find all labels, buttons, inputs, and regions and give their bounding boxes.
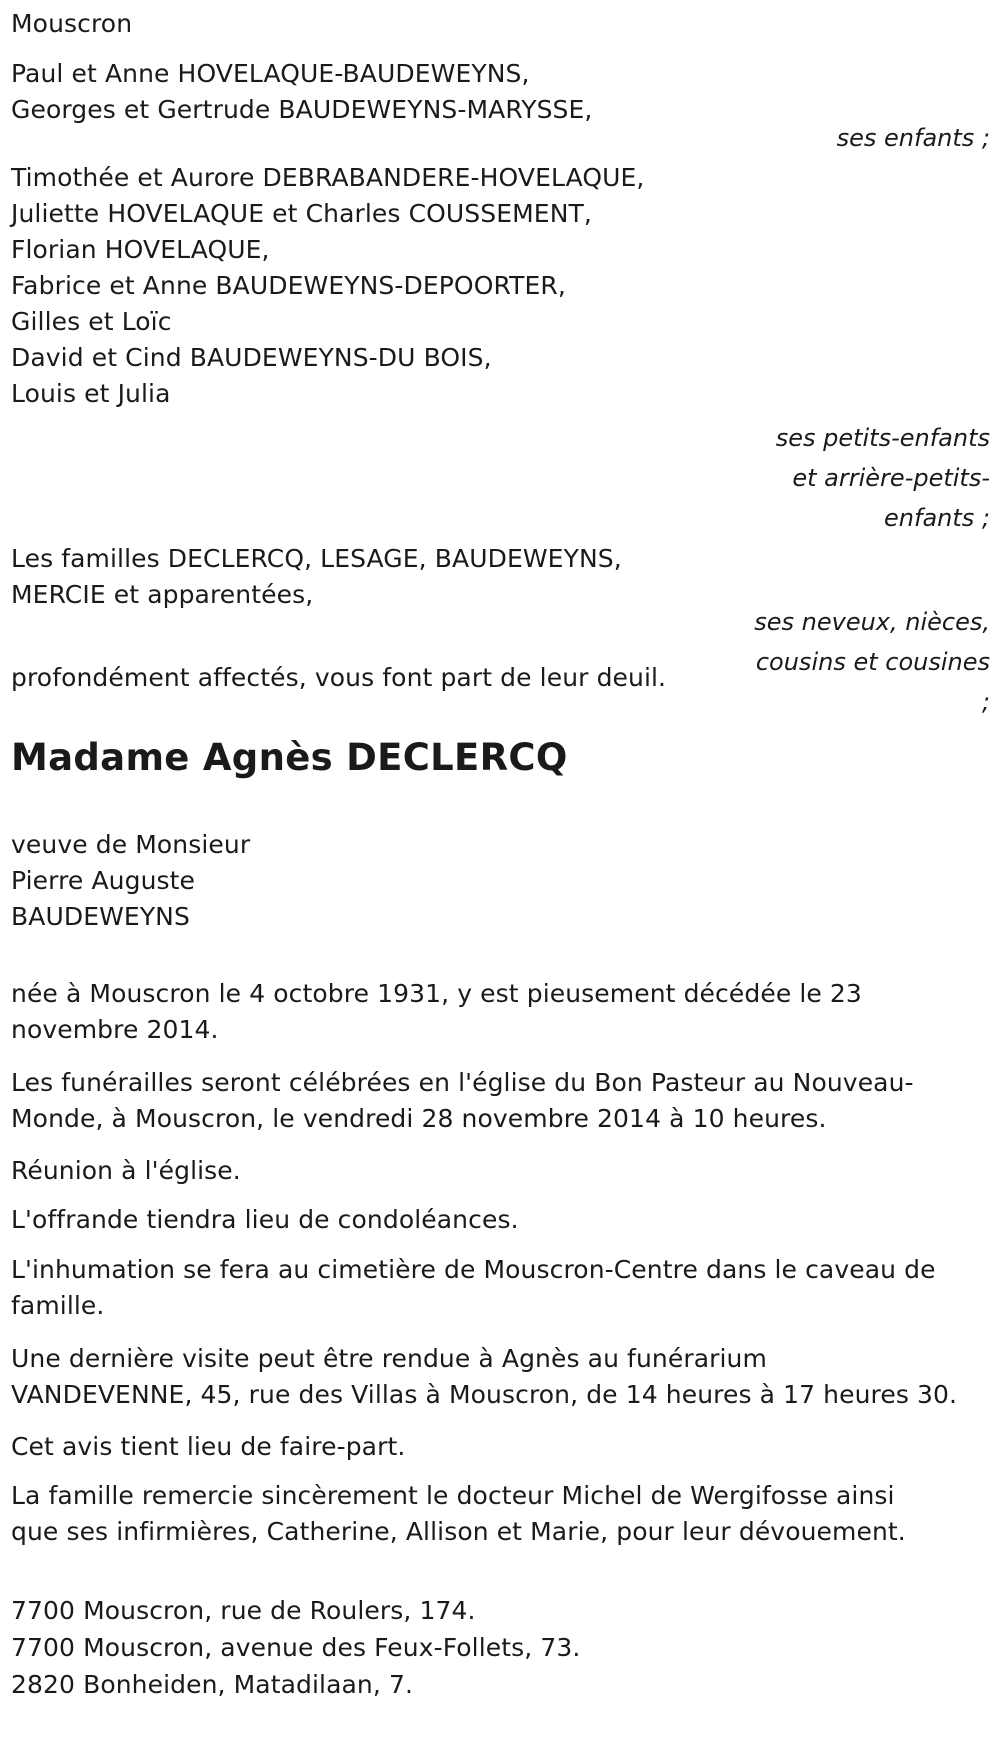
address-line: 2820 Bonheiden, Matadilaan, 7. (11, 1670, 414, 1699)
grandchildren-role: ses petits-enfants (775, 424, 990, 452)
grandchildren-line: Florian HOVELAQUE, (11, 235, 270, 264)
grandchildren-role: et arrière-petits- (792, 464, 990, 492)
body-line: La famille remercie sincèrement le docteur Michel de Wergifosse ainsi (11, 1481, 895, 1510)
deceased-name: Madame Agnès DECLERCQ (11, 736, 568, 779)
body-line: née à Mouscron le 4 octobre 1931, y est pieusement décédée le 23 (11, 979, 862, 1008)
families-line: MERCIE et apparentées, (11, 580, 314, 609)
location: Mouscron (11, 9, 133, 38)
body-line: famille. (11, 1291, 105, 1320)
grandchildren-line: Timothée et Aurore DEBRABANDERE-HOVELAQUE, (11, 163, 645, 192)
grandchildren-line: Juliette HOVELAQUE et Charles COUSSEMENT, (11, 199, 592, 228)
body-line: Réunion à l'église. (11, 1156, 241, 1185)
body-line: que ses infirmières, Catherine, Allison et Marie, pour leur dévouement. (11, 1517, 906, 1546)
body-line: VANDEVENNE, 45, rue des Villas à Mouscron, de 14 heures à 17 heures 30. (11, 1380, 958, 1409)
grandchildren-role: enfants ; (884, 504, 990, 532)
families-line: Les familles DECLERCQ, LESAGE, BAUDEWEYNS, (11, 544, 622, 573)
address-line: 7700 Mouscron, rue de Roulers, 174. (11, 1596, 476, 1625)
announcement: profondément affectés, vous font part de leur deuil. (11, 663, 667, 692)
children-line: Georges et Gertrude BAUDEWEYNS-MARYSSE, (11, 95, 593, 124)
grandchildren-line: Gilles et Loïc (11, 307, 172, 336)
body-line: Les funérailles seront célébrées en l'église du Bon Pasteur au Nouveau- (11, 1068, 914, 1097)
widow-line: BAUDEWEYNS (11, 902, 190, 931)
body-line: L'inhumation se fera au cimetière de Mouscron-Centre dans le caveau de (11, 1255, 936, 1284)
families-role: cousins et cousines (755, 648, 990, 676)
widow-line: Pierre Auguste (11, 866, 196, 895)
grandchildren-line: David et Cind BAUDEWEYNS-DU BOIS, (11, 343, 492, 372)
grandchildren-line: Louis et Julia (11, 379, 171, 408)
children-role: ses enfants ; (836, 124, 990, 152)
body-line: Monde, à Mouscron, le vendredi 28 novembre 2014 à 10 heures. (11, 1104, 827, 1133)
body-line: Une dernière visite peut être rendue à Agnès au funérarium (11, 1344, 767, 1373)
body-line: Cet avis tient lieu de faire-part. (11, 1432, 406, 1461)
families-role: ; (981, 688, 990, 716)
grandchildren-line: Fabrice et Anne BAUDEWEYNS-DEPOORTER, (11, 271, 566, 300)
widow-line: veuve de Monsieur (11, 830, 251, 859)
address-line: 7700 Mouscron, avenue des Feux-Follets, 73. (11, 1633, 581, 1662)
families-role: ses neveux, nièces, (754, 608, 990, 636)
body-line: novembre 2014. (11, 1015, 219, 1044)
children-line: Paul et Anne HOVELAQUE-BAUDEWEYNS, (11, 59, 530, 88)
body-line: L'offrande tiendra lieu de condoléances. (11, 1205, 519, 1234)
